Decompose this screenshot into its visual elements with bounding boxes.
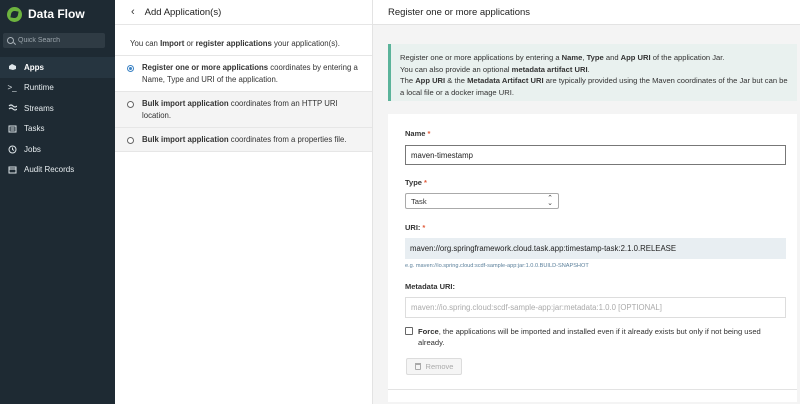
register-form <box>388 114 797 402</box>
uri-input[interactable] <box>405 238 786 259</box>
intro-or: or <box>184 39 196 48</box>
option-desc: coordinates by entering a Name, Type and URI of the application. <box>142 63 358 84</box>
apps-icon <box>6 63 18 71</box>
info-text: Register one or more applications by entering a <box>400 53 562 62</box>
info-box <box>388 44 797 101</box>
info-text: . <box>587 64 590 74</box>
force-option <box>405 326 785 348</box>
required-mark: * <box>423 178 427 187</box>
type-label <box>405 178 427 187</box>
quick-search[interactable] <box>3 33 105 48</box>
info-text: , <box>582 53 587 62</box>
radio-register-applications[interactable] <box>127 65 134 72</box>
search-icon <box>7 37 14 44</box>
remove-button[interactable] <box>406 358 462 375</box>
info-bold: metadata artifact URI <box>511 64 588 74</box>
terminal-icon: >_ <box>7 83 17 93</box>
back-icon[interactable]: ‹ <box>131 6 135 18</box>
select-arrows-icon: ⌃ ⌄ <box>547 195 553 207</box>
option-bulk-import-properties[interactable] <box>115 127 372 152</box>
option-bold: Bulk import application <box>142 99 229 108</box>
info-bold: Name <box>561 53 583 62</box>
sidebar-item-apps[interactable] <box>0 57 115 78</box>
info-text: are typically provided using the Maven coordinates of the Jar but can be a local file or a docker image URI. <box>400 76 788 97</box>
option-bold: Register one or more applications <box>142 63 269 72</box>
intro-text <box>115 25 372 55</box>
sidebar-item-label: Audit Records <box>24 165 75 175</box>
sidebar-nav <box>0 57 115 180</box>
sidebar-item-streams[interactable] <box>0 98 115 119</box>
info-line-3 <box>400 75 789 98</box>
add-application-header <box>115 0 372 25</box>
info-text: & the <box>445 76 468 85</box>
radio-bulk-import-uri[interactable] <box>127 101 134 108</box>
sidebar-item-runtime[interactable] <box>0 78 115 99</box>
add-application-panel <box>115 0 373 404</box>
option-desc: coordinates from a properties file. <box>228 135 347 144</box>
required-mark: * <box>427 129 431 138</box>
info-text: of the application Jar. <box>650 53 725 62</box>
type-select[interactable] <box>405 193 559 209</box>
force-desc: , the applications will be imported and installed even if it already exists but only if not being used already. <box>418 327 761 347</box>
trash-icon <box>415 363 421 370</box>
records-icon <box>6 166 18 174</box>
page-title: Add Application(s) <box>144 6 222 18</box>
option-text <box>142 98 364 122</box>
sidebar <box>0 0 115 404</box>
sidebar-item-jobs[interactable] <box>0 139 115 160</box>
option-bold: Bulk import application <box>142 135 229 144</box>
radio-bulk-import-properties[interactable] <box>127 137 134 144</box>
type-select-value: Task <box>411 196 427 206</box>
sidebar-item-label: Streams <box>24 103 54 113</box>
register-title: Register one or more applications <box>388 6 531 18</box>
register-header <box>373 0 800 25</box>
required-mark: * <box>422 223 426 232</box>
info-bold: Metadata Artifact URI <box>467 76 544 85</box>
sidebar-item-tasks[interactable] <box>0 119 115 140</box>
force-checkbox[interactable] <box>405 327 413 335</box>
uri-label <box>405 223 425 232</box>
info-line-2 <box>400 64 789 76</box>
uri-hint: e.g. maven://io.spring.cloud:scdf-sample-app:jar:1.0.0.BUILD-SNAPSHOT <box>405 263 589 269</box>
info-bold: Type <box>586 53 604 62</box>
info-text: The <box>400 76 416 85</box>
sidebar-item-label: Runtime <box>24 83 54 93</box>
option-register-applications[interactable] <box>115 55 372 91</box>
option-desc: coordinates from an HTTP URI location. <box>142 99 338 120</box>
spring-logo-icon <box>7 7 22 22</box>
sidebar-item-label: Jobs <box>24 144 41 154</box>
metadata-uri-label: Metadata URI: <box>405 282 456 291</box>
intro-suffix: your application(s). <box>271 39 340 48</box>
type-label-text: Type <box>405 178 422 187</box>
intro-register: register applications <box>195 39 272 48</box>
name-label-text: Name <box>405 129 426 138</box>
info-bold: App URI <box>415 76 446 85</box>
name-input[interactable] <box>405 145 786 165</box>
brand[interactable] <box>0 0 115 28</box>
info-bold: App URI <box>620 53 651 62</box>
uri-label-text: URI: <box>405 223 421 232</box>
info-line-1 <box>400 52 789 64</box>
option-text <box>142 62 364 86</box>
tasks-icon <box>6 125 18 133</box>
info-text: You can also provide an optional <box>400 64 512 74</box>
force-text <box>418 326 785 348</box>
sidebar-item-label: Apps <box>24 62 44 72</box>
option-bulk-import-uri[interactable] <box>115 91 372 127</box>
metadata-uri-input[interactable] <box>405 297 786 318</box>
form-divider <box>388 389 797 390</box>
streams-icon <box>6 104 18 112</box>
force-bold: Force <box>418 327 439 336</box>
app-title: Data Flow <box>28 7 85 21</box>
clock-icon <box>6 145 18 154</box>
remove-label: Remove <box>425 362 454 371</box>
info-text: and <box>603 53 621 62</box>
sidebar-item-audit-records[interactable] <box>0 160 115 181</box>
intro-prefix: You can <box>130 39 161 48</box>
sidebar-item-label: Tasks <box>24 124 45 134</box>
intro-import: Import <box>160 39 185 48</box>
name-label <box>405 129 430 138</box>
register-panel <box>373 0 800 404</box>
option-text <box>142 134 347 146</box>
search-input[interactable] <box>18 37 98 44</box>
